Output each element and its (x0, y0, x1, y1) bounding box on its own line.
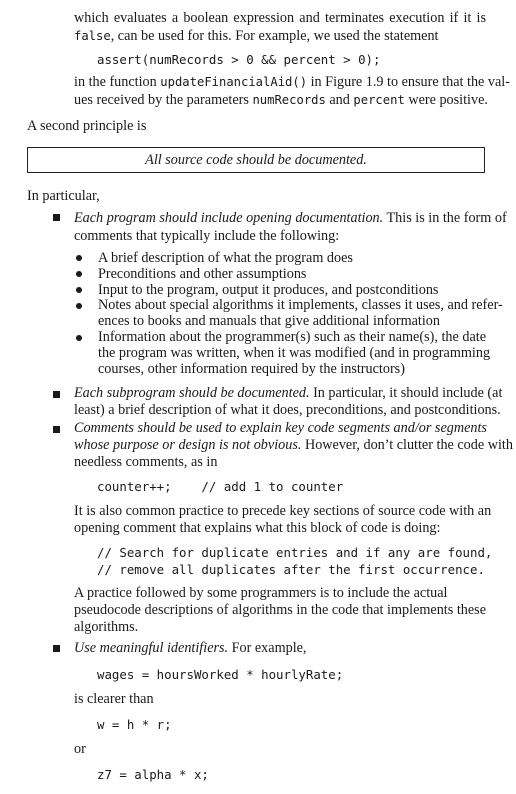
clearer-text: is clearer than (74, 691, 154, 707)
intro-line-4 (74, 91, 486, 109)
subitem-5-line-3: courses, other information required by the instructors) (98, 361, 405, 377)
bullet-square-icon (53, 214, 60, 221)
wages-code: wages = hoursWorked * hourlyRate; (97, 667, 344, 682)
assert-code: assert(numRecords > 0 && percent > 0); (97, 52, 381, 67)
intro-paragraph (74, 9, 486, 45)
item-1 (74, 209, 507, 245)
subitem-3: Input to the program, output it produces, and postconditions (98, 282, 439, 298)
subitem-1: A brief description of what the program does (98, 250, 353, 266)
intro-line-4-post: were positive. (404, 92, 488, 108)
intro-line-1: which evaluates a boolean expression and terminates execution if it is (74, 10, 486, 26)
search-comment-code-2: // remove all duplicates after the first occurrence. (97, 562, 485, 577)
intro-line-4-mid: and (325, 92, 354, 108)
subitem-5-line-2: the program was written, when it was modified (and in programming (98, 345, 491, 361)
counter-code: counter++; // add 1 to counter (97, 479, 344, 494)
item-3-p3-line-3: algorithms. (74, 619, 139, 635)
subitem-5 (98, 329, 491, 377)
intro-line-4-pre: ues received by the parameters (74, 92, 253, 108)
subitem-4 (98, 297, 503, 329)
intro-line-2 (74, 27, 486, 45)
second-principle-text: A second principle is (27, 118, 147, 134)
item-2-line-1-rest: In particular, it should include (at (309, 385, 503, 401)
inline-code-numRecords: numRecords (252, 93, 326, 107)
item-4 (74, 639, 306, 657)
item-4-line-1 (74, 639, 306, 657)
intro-line-3-post: in Figure 1.9 to ensure that the val- (307, 74, 510, 90)
inline-code-updateFinancialAid: updateFinancialAid() (160, 75, 308, 89)
item-3 (74, 420, 513, 471)
bullet-dot-icon (76, 335, 82, 341)
item-3-line-2 (74, 437, 513, 454)
item-3-line-2-rest: However, don’t clutter the code with (301, 437, 513, 453)
subitem-4-line-2: ences to books and manuals that give additional information (98, 313, 440, 329)
subitem-2: Preconditions and other assumptions (98, 266, 307, 282)
item-2 (74, 385, 503, 419)
item-3-heading-line-2: whose purpose or design is not obvious. (74, 437, 302, 453)
z7-code: z7 = alpha * x; (97, 767, 209, 782)
item-1-heading: Each program should include opening documentation. (74, 210, 384, 226)
item-3-paragraph-3 (74, 585, 486, 636)
subitem-5-line-1: Information about the programmer(s) such as their name(s), the date (98, 329, 486, 345)
item-3-p3-line-2: pseudocode descriptions of algorithms in the code that implements these (74, 602, 486, 618)
item-2-heading: Each subprogram should be documented. (74, 385, 310, 401)
bullet-dot-icon (76, 255, 82, 261)
item-3-paragraph-2 (74, 503, 492, 537)
search-comment-code-1: // Search for duplicate entries and if any are found, (97, 545, 493, 560)
item-4-line-1-rest: For example, (228, 640, 307, 656)
principle-box: All source code should be documented. (27, 147, 485, 173)
bullet-dot-icon (76, 271, 82, 277)
item-1-line-1 (74, 209, 507, 227)
intro-line-3 (74, 73, 510, 91)
item-3-heading-line-1: Comments should be used to explain key code segments and/or segments (74, 420, 487, 436)
bullet-dot-icon (76, 287, 82, 293)
item-3-p2-line-2: opening comment that explains what this block of code is doing: (74, 520, 441, 536)
intro-line-3-pre: in the function (74, 74, 161, 90)
or-text: or (74, 741, 86, 757)
in-particular-text: In particular, (27, 188, 100, 204)
subitem-4-line-1: Notes about special algorithms it implements, classes it uses, and refer- (98, 297, 503, 313)
bullet-dot-icon (76, 303, 82, 309)
item-3-line-3: needless comments, as in (74, 454, 218, 470)
bullet-square-icon (53, 391, 60, 398)
intro-line-2-text: , can be used for this. For example, we used the statement (110, 28, 439, 44)
item-2-line-1 (74, 385, 503, 402)
w-code: w = h * r; (97, 717, 172, 732)
item-4-heading: Use meaningful identifiers. (74, 640, 229, 656)
item-1-line-1-rest: This is in the form of (383, 210, 507, 226)
inline-code-false: false (74, 29, 111, 43)
item-2-line-2: least) a brief description of what it does, preconditions, and postconditions. (74, 402, 501, 418)
bullet-square-icon (53, 426, 60, 433)
item-3-p2-line-1: It is also common practice to precede key sections of source code with an (74, 503, 492, 519)
item-1-line-2: comments that typically include the following: (74, 228, 340, 244)
inline-code-percent: percent (353, 93, 405, 107)
intro-paragraph-cont (74, 73, 510, 109)
bullet-square-icon (53, 645, 60, 652)
item-3-p3-line-1: A practice followed by some programmers is to include the actual (74, 585, 448, 601)
